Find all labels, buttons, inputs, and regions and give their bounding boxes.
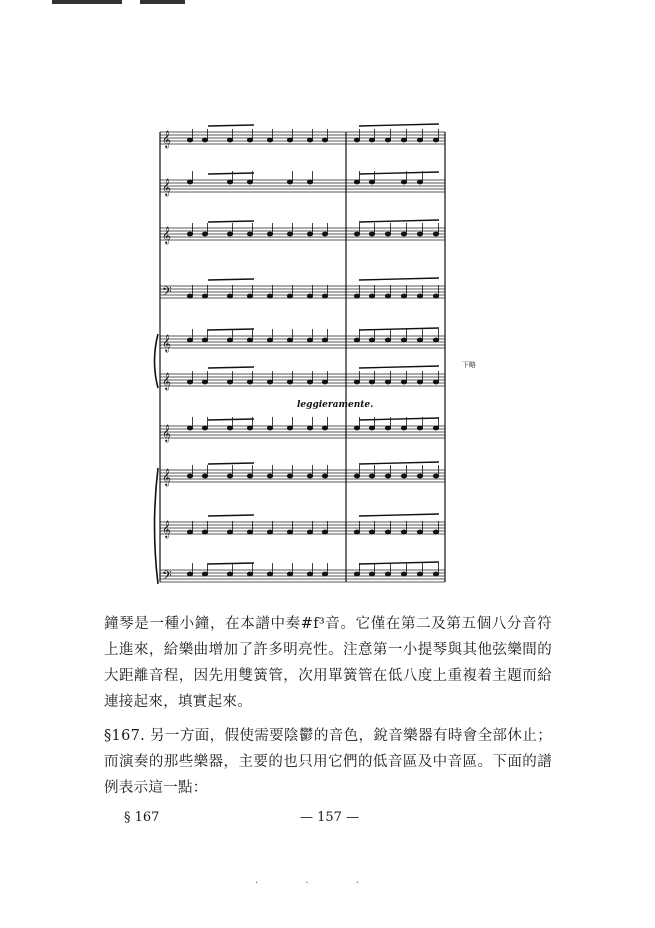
notehead — [385, 232, 390, 236]
section-reference: § 167 — [124, 810, 160, 825]
beam — [208, 329, 254, 330]
notehead — [322, 426, 327, 430]
notehead — [385, 138, 390, 142]
beam — [359, 462, 439, 464]
notehead — [354, 232, 359, 236]
notehead — [307, 380, 312, 384]
notehead — [187, 338, 192, 342]
notehead — [417, 294, 422, 298]
notehead — [354, 426, 359, 430]
notehead — [322, 338, 327, 342]
notehead — [322, 380, 327, 384]
beam — [359, 172, 439, 174]
beam — [208, 419, 254, 420]
notehead — [202, 294, 207, 298]
notehead — [267, 380, 272, 384]
notehead — [227, 380, 232, 384]
notehead — [202, 138, 207, 142]
beam — [359, 124, 439, 126]
notehead — [417, 180, 422, 184]
clef-symbol: 𝄞 — [162, 130, 171, 148]
notehead — [267, 138, 272, 142]
notehead — [369, 530, 374, 534]
notehead — [287, 426, 292, 430]
notehead — [227, 138, 232, 142]
notehead — [307, 180, 312, 184]
notehead — [267, 530, 272, 534]
notehead — [307, 232, 312, 236]
notehead — [267, 474, 272, 478]
beam — [208, 221, 254, 222]
notehead — [187, 474, 192, 478]
notehead — [267, 294, 272, 298]
notehead — [247, 572, 252, 576]
notehead — [287, 138, 292, 142]
notehead — [401, 530, 406, 534]
notehead — [287, 232, 292, 236]
notehead — [354, 338, 359, 342]
notehead — [247, 380, 252, 384]
clef-symbol: 𝄞 — [162, 424, 171, 442]
notehead — [417, 338, 422, 342]
beam — [208, 125, 254, 126]
notehead — [369, 338, 374, 342]
notehead — [247, 530, 252, 534]
notehead — [287, 338, 292, 342]
notehead — [417, 474, 422, 478]
notehead — [307, 338, 312, 342]
notehead — [187, 426, 192, 430]
beam — [208, 515, 254, 516]
notehead — [287, 572, 292, 576]
notehead — [307, 294, 312, 298]
notehead — [401, 294, 406, 298]
notehead — [369, 380, 374, 384]
notehead — [227, 180, 232, 184]
clefs — [162, 130, 172, 586]
notehead — [369, 138, 374, 142]
notehead — [417, 530, 422, 534]
notehead — [417, 572, 422, 576]
paragraph-1: 鐘琴是一種小鐘，在本譜中奏#f³音。它僅在第二及第五個八分音符上進來，給樂曲增加了許多明亮性。注意第一小提琴與其他弦樂間的大距離音程，因先用雙簧管，次用單簧管在低八度上重複着主題而給連接起來，填實起來。 — [104, 616, 552, 710]
notehead — [227, 338, 232, 342]
notehead — [287, 474, 292, 478]
beam — [359, 366, 439, 368]
notehead — [385, 572, 390, 576]
notehead — [322, 232, 327, 236]
notehead — [202, 380, 207, 384]
notehead — [354, 180, 359, 184]
beam — [208, 563, 254, 564]
expression-mark: leggieramente. — [297, 400, 374, 410]
notehead — [287, 380, 292, 384]
side-note: 下略 — [462, 361, 476, 369]
notehead — [385, 530, 390, 534]
notehead — [369, 572, 374, 576]
beam — [359, 418, 439, 420]
notehead — [247, 338, 252, 342]
notehead — [385, 426, 390, 430]
notehead — [433, 426, 438, 430]
notehead — [433, 138, 438, 142]
notehead — [322, 138, 327, 142]
notehead — [401, 138, 406, 142]
notehead — [187, 294, 192, 298]
notehead — [322, 572, 327, 576]
beam — [208, 173, 254, 174]
notehead — [417, 426, 422, 430]
notehead — [267, 338, 272, 342]
notehead — [247, 232, 252, 236]
notehead — [227, 474, 232, 478]
notehead — [354, 572, 359, 576]
notehead — [227, 426, 232, 430]
notehead — [187, 180, 192, 184]
notehead — [307, 530, 312, 534]
notehead — [401, 232, 406, 236]
clef-symbol: 𝄞 — [162, 226, 171, 244]
notehead — [307, 474, 312, 478]
beam — [359, 328, 439, 330]
notehead — [433, 380, 438, 384]
beam — [208, 367, 254, 368]
beam — [359, 278, 439, 280]
notehead — [385, 294, 390, 298]
notehead — [267, 426, 272, 430]
notehead — [354, 530, 359, 534]
notehead — [385, 338, 390, 342]
notehead — [202, 426, 207, 430]
notehead — [287, 530, 292, 534]
page-number: — 157 — — [300, 810, 360, 825]
brace — [155, 468, 159, 584]
clef-symbol: 𝄢 — [162, 568, 172, 586]
notehead — [187, 138, 192, 142]
notehead — [369, 474, 374, 478]
notehead — [307, 572, 312, 576]
notehead — [401, 572, 406, 576]
system-braces — [155, 334, 159, 584]
notehead — [247, 294, 252, 298]
notehead — [187, 530, 192, 534]
notehead — [247, 426, 252, 430]
paragraph-2: §167. 另一方面，假使需要陰鬱的音色，銳音樂器有時會全部休止；而演奏的那些樂器，主要的也只用它們的低音區及中音區。下面的譜例表示這一點： — [104, 728, 552, 796]
notehead — [417, 232, 422, 236]
notehead — [354, 138, 359, 142]
notehead — [369, 232, 374, 236]
notehead — [433, 232, 438, 236]
notehead — [433, 474, 438, 478]
notehead — [322, 294, 327, 298]
notehead — [385, 380, 390, 384]
notehead — [227, 530, 232, 534]
notehead — [202, 474, 207, 478]
notehead — [417, 138, 422, 142]
notehead — [369, 426, 374, 430]
clef-symbol: 𝄞 — [162, 178, 171, 196]
notehead — [267, 232, 272, 236]
beam — [359, 562, 439, 564]
notehead — [202, 572, 207, 576]
notehead — [307, 138, 312, 142]
notehead — [354, 380, 359, 384]
clef-symbol: 𝄞 — [162, 520, 171, 538]
notehead — [354, 474, 359, 478]
notehead — [401, 426, 406, 430]
notehead — [247, 180, 252, 184]
notehead — [433, 294, 438, 298]
notehead — [202, 232, 207, 236]
beam — [359, 514, 439, 516]
notehead — [322, 474, 327, 478]
notehead — [267, 572, 272, 576]
notehead — [322, 530, 327, 534]
notehead — [433, 530, 438, 534]
notehead — [247, 138, 252, 142]
clef-symbol: 𝄢 — [162, 284, 172, 302]
clef-symbol: 𝄞 — [162, 334, 171, 352]
notehead — [369, 294, 374, 298]
notehead — [354, 294, 359, 298]
notehead — [227, 294, 232, 298]
notehead — [247, 474, 252, 478]
clef-symbol: 𝄞 — [162, 468, 171, 486]
notehead — [227, 572, 232, 576]
notehead — [202, 338, 207, 342]
body-text — [104, 611, 552, 801]
clef-symbol: 𝄞 — [162, 372, 171, 390]
notehead — [369, 180, 374, 184]
notehead — [202, 530, 207, 534]
notehead — [307, 426, 312, 430]
notehead — [401, 380, 406, 384]
scan-specks: · · · — [255, 878, 381, 889]
notehead — [433, 338, 438, 342]
notehead — [227, 232, 232, 236]
notehead — [385, 474, 390, 478]
notehead — [187, 380, 192, 384]
notehead — [401, 180, 406, 184]
notehead — [187, 572, 192, 576]
beam — [208, 463, 254, 464]
notehead — [401, 474, 406, 478]
brace — [155, 334, 159, 388]
notehead — [417, 380, 422, 384]
notehead — [287, 180, 292, 184]
notehead — [401, 338, 406, 342]
beam — [208, 279, 254, 280]
notehead — [187, 232, 192, 236]
beam — [359, 220, 439, 222]
notehead — [433, 572, 438, 576]
notehead — [287, 294, 292, 298]
